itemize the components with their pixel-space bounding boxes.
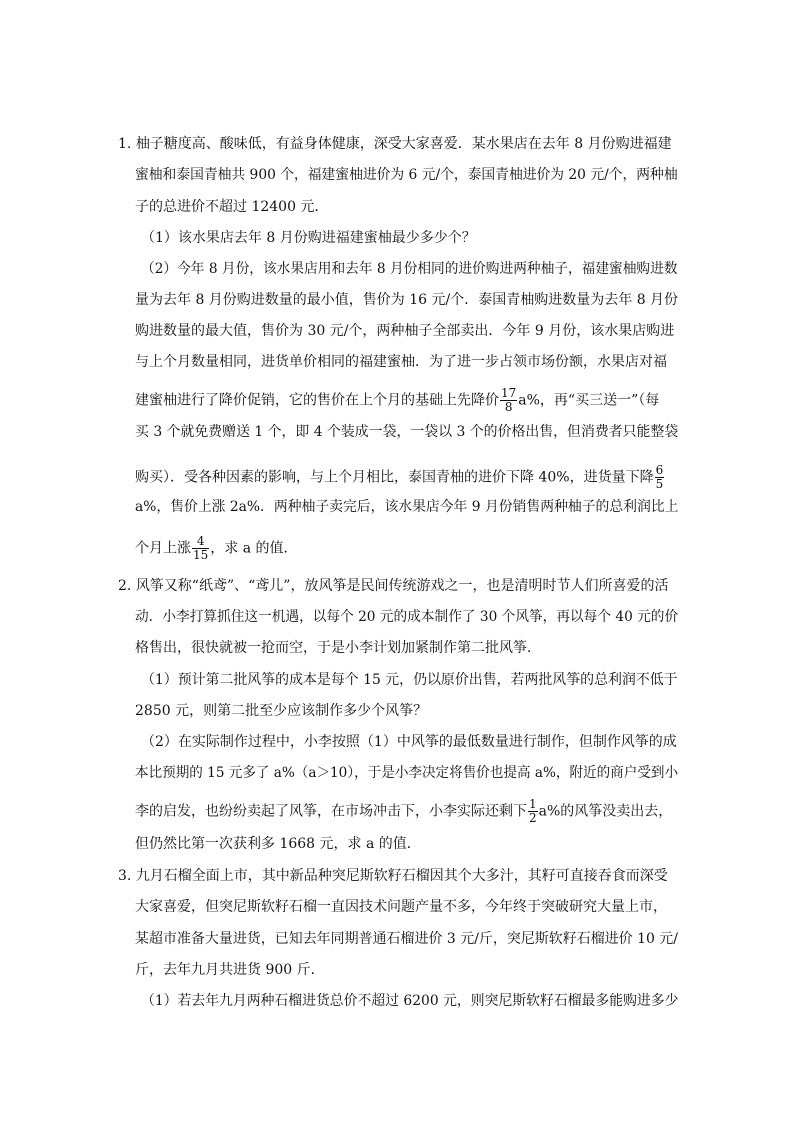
problem-2-part-2-line-4: 但仍然比第一次获利多 1668 元，求 a 的值． [135, 836, 421, 852]
problem-2-line-3: 格售出，很快就被一抢而空，于是小李计划加紧制作第二批风筝． [135, 640, 541, 656]
problem-3-line-3: 某超市准备大量进货，已知去年同期普通石榴进价 3 元/斤，突尼斯软籽石榴进价 10 元/ [135, 931, 678, 947]
problem-1-part-1: （1）该水果店去年 8 月份购进福建蜜柚最少多少个？ [141, 230, 476, 246]
problem-1-part-2-line-6: 买 3 个就免费赠送 1 个，即 4 个装成一袋，一袋以 3 个的价格出售，但消费者只能整袋 [135, 424, 679, 440]
problem-3-line-2: 大家喜爱，但突尼斯软籽石榴一直因技术问题产量不多，今年终于突破研究大量上市， [135, 899, 667, 915]
problem-1-part-2-line-9: 个月上涨 $\frac{4}{15}$ ，求 a 的值． [135, 534, 298, 562]
problem-1-part-2-line-3: 购进数量的最大值，售价为 30 元/个，两种柚子全部卖出．今年 9 月份，该水果店购进 [135, 323, 675, 339]
problem-1-part-2-line-7: 购买）．受各种因素的影响，与上个月相比，泰国青柚的进价下降 40%，进货量下降 $\frac{6}{5}$ [135, 463, 664, 491]
problem-3-line-1: 3. 九月石榴全面上市，其中新品种突尼斯软籽石榴因其个大多汁，其籽可直接吞食而深受 [118, 868, 668, 884]
problem-1-part-2-line-4: 与上个月数量相同，进货单价相同的福建蜜柚．为了进一步占领市场份额，水果店对福 [135, 354, 667, 370]
problem-2-part-2-line-1: （2）在实际制作过程中，小李按照（1）中风筝的最低数量进行制作，但制作风筝的成 [141, 734, 677, 750]
problem-3-number: 3. [118, 868, 132, 884]
problem-1-part-2-line-2: 量为去年 8 月份购进数量的最小值，售价为 16 元/个．泰国青柚购进数量为去年 8 月份 [135, 292, 679, 308]
problem-2-part-2-line-3: 李的启发，也纷纷卖起了风筝，在市场冲击下，小李实际还剩下 $\frac{1}{2}$ a%的风筝没卖出去， [135, 797, 673, 825]
problem-1-line-1: 1. 柚子糖度高、酸味低，有益身体健康，深受大家喜爱．某水果店在去年 8 月份购进福建 [118, 136, 672, 152]
problem-1-line-3: 子的总进价不超过 12400 元． [135, 199, 329, 215]
problem-1-part-2-line-5: 建蜜柚进行了降价促销，它的售价在上个月的基础上先降价 $\frac{17}{8}$ a%，再“买三送一”（每 [135, 386, 660, 414]
fraction-17-8: $\frac{17}{8}$ [501, 386, 517, 414]
problem-3-line-4: 斤，去年九月共进货 900 斤． [135, 962, 325, 978]
problem-1-number: 1. [118, 136, 132, 152]
problem-2-line-2: 动．小李打算抓住这一机遇，以每个 20 元的成本制作了 30 个风筝，再以每个 40 元的价 [135, 609, 679, 625]
problem-1-part-2-line-1: （2）今年 8 月份，该水果店用和去年 8 月份相同的进价购进两种柚子，福建蜜柚购进数 [141, 261, 678, 277]
problem-3-part-1-line-1: （1）若去年九月两种石榴进货总价不超过 6200 元，则突尼斯软籽石榴最多能购进多少 [141, 993, 679, 1009]
problem-2-number: 2. [118, 578, 132, 594]
fraction-4-15: $\frac{4}{15}$ [193, 534, 209, 562]
problem-2-part-1-line-2: 2850 元，则第二批至少应该制作多少个风筝？ [135, 703, 428, 719]
problem-2-part-1-line-1: （1）预计第二批风筝的成本是每个 15 元，仍以原价出售，若两批风筝的总利润不低于 [141, 672, 678, 688]
fraction-1-2: $\frac{1}{2}$ [529, 797, 537, 825]
problem-1-part-2-line-8: a%，售价上涨 2a%．两种柚子卖完后，该水果店今年 9 月份销售两种柚子的总利润比上 [135, 499, 679, 515]
fraction-6-5: $\frac{6}{5}$ [655, 463, 664, 491]
problem-1-line-2: 蜜柚和泰国青柚共 900 个，福建蜜柚进价为 6 元/个，泰国青柚进价为 20 元/个，两种柚 [135, 167, 678, 183]
problem-2-line-1: 2. 风筝又称“纸鸢”、“鸢儿”，放风筝是民间传统游戏之一，也是清明时节人们所喜爱的活 [118, 578, 669, 594]
problem-2-part-2-line-2: 本比预期的 15 元多了 a%（a＞10），于是小李决定将售价也提高 a%，附近的商户受到小 [135, 765, 679, 781]
